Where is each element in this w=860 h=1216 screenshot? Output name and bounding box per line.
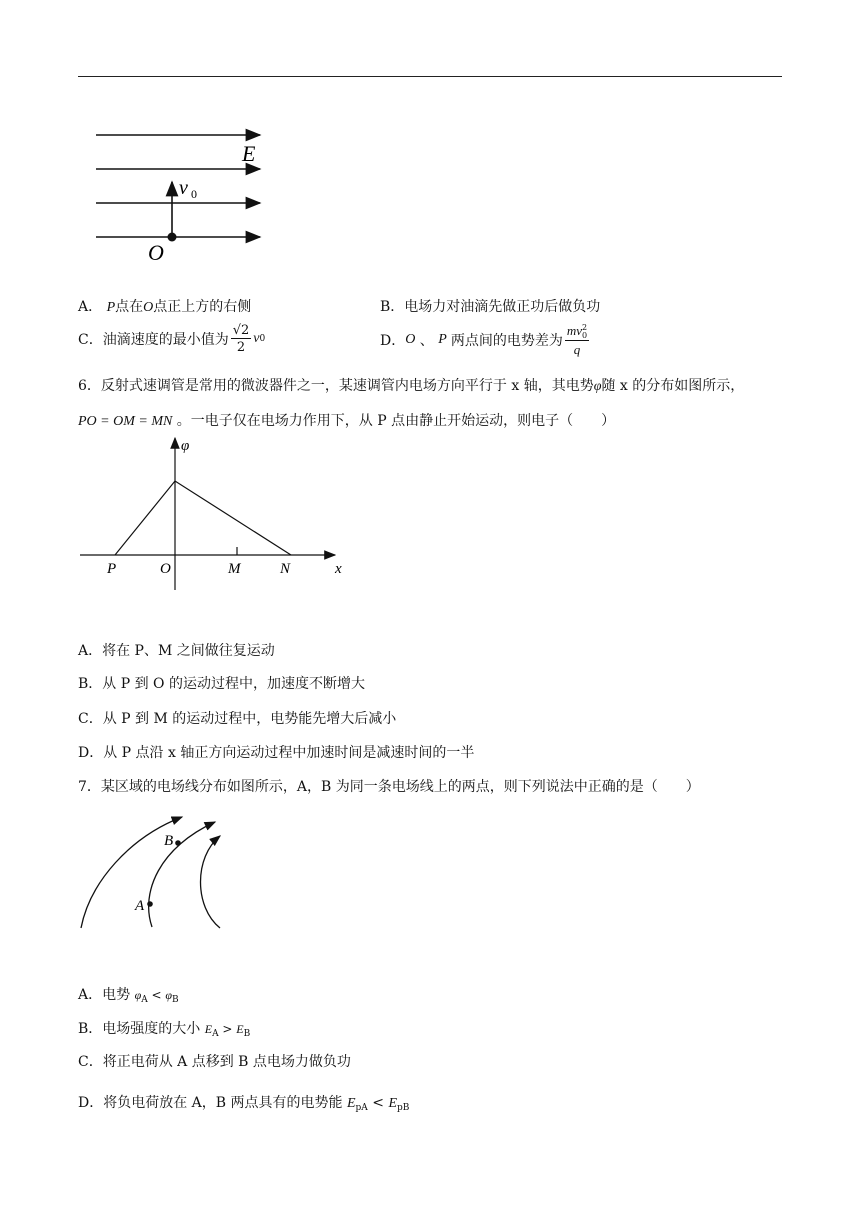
option-text: D．将负电荷放在 A，B 两点具有的电势能	[78, 1095, 347, 1111]
q5-option-b	[380, 296, 600, 316]
option-letter: A．	[78, 299, 103, 315]
option-text: 电场力对油滴先做正功后做负功	[404, 299, 601, 315]
label-o: O	[160, 561, 171, 577]
symbol-phi: φ	[134, 988, 142, 1002]
q6-option-d: D．从 P 点沿 x 轴正方向运动过程中加速时间是减速时间的一半	[78, 745, 475, 761]
operator: <	[147, 988, 166, 1002]
subscript: A	[141, 995, 148, 1005]
numerator-text: mv	[566, 323, 582, 338]
figure-potential-graph	[80, 432, 360, 592]
symbol-phi: φ	[593, 379, 602, 394]
label-b: B	[164, 833, 174, 849]
figure-field-lines	[70, 812, 240, 942]
equation: PO = OM = MN	[78, 414, 173, 429]
symbol-e: E	[388, 1096, 398, 1111]
symbol-v: v	[253, 331, 260, 346]
option-text: 点正上方的右侧	[153, 299, 252, 315]
subscript: B	[172, 995, 179, 1005]
q7-option-a	[78, 984, 179, 1005]
figure-uniform-field	[90, 120, 280, 270]
q5-option-c	[78, 324, 265, 354]
symbol-e: E	[204, 1022, 213, 1036]
option-text: 两点间的电势差为	[450, 332, 563, 349]
label-a: A	[135, 898, 145, 914]
option-letter: D．	[380, 332, 406, 349]
q6-stem-line1	[78, 375, 744, 395]
q6-stem-line2	[78, 410, 615, 430]
subscript: 0	[259, 334, 266, 344]
symbol-e: E	[236, 1022, 244, 1036]
q7-option-c: C．将正电荷从 A 点移到 B 点电场力做负功	[78, 1054, 351, 1070]
q5-option-d	[380, 324, 591, 356]
label-m: M	[228, 561, 241, 577]
denominator: 2	[236, 340, 246, 355]
subscript: A	[212, 1029, 219, 1039]
label-x: x	[335, 561, 342, 577]
label-v0: v	[179, 177, 188, 199]
separator: 、	[415, 332, 439, 349]
label-e: E	[242, 141, 256, 166]
option-text: 点在	[115, 299, 144, 315]
numerator: √2	[232, 323, 250, 338]
potential-curve	[115, 481, 291, 555]
operator: <	[367, 1095, 389, 1111]
label-v0-sub: 0	[191, 187, 197, 201]
point-b-dot	[175, 840, 181, 846]
superscript: 2	[582, 323, 588, 333]
label-phi: φ	[181, 438, 190, 454]
symbol-phi: φ	[165, 988, 173, 1002]
option-text: 油滴速度的最小值为	[102, 332, 229, 348]
option-text: B．电场强度的大小	[78, 1021, 205, 1037]
option-letter: C．	[78, 332, 103, 348]
fraction	[565, 324, 589, 356]
q6-option-a: A．将在 P、M 之间做往复运动	[78, 643, 275, 659]
field-line-middle	[149, 822, 215, 927]
subscript: pB	[397, 1103, 410, 1113]
label-n: N	[280, 561, 291, 577]
stem-text: 6．反射式速调管是常用的微波器件之一，某速调管内电场方向平行于 x 轴，其电势	[78, 378, 594, 394]
operator: >	[218, 1022, 237, 1036]
point-o-dot	[168, 233, 177, 242]
denominator: q	[573, 341, 581, 357]
stem-text: 。一电子仅在电场力作用下，从 P 点由静止开始运动，则电子（ ）	[172, 413, 616, 429]
numerator	[565, 324, 589, 341]
symbol-e: E	[346, 1096, 356, 1111]
symbol-p: P	[106, 300, 116, 315]
label-p: P	[107, 561, 117, 577]
symbol-o: O	[143, 300, 154, 315]
subscript: 0	[582, 330, 588, 340]
option-text: A．电势	[78, 987, 135, 1003]
subscript: B	[243, 1029, 251, 1039]
option-letter: B．	[380, 299, 405, 315]
symbol-p: P	[438, 331, 447, 347]
point-a-dot	[147, 901, 153, 907]
q5-option-a	[78, 296, 251, 316]
header-rule	[78, 76, 782, 77]
label-o: O	[148, 240, 164, 265]
symbol-o: O	[405, 331, 416, 347]
q6-option-b: B．从 P 到 O 的运动过程中，加速度不断增大	[78, 676, 365, 692]
q7-option-b	[78, 1018, 250, 1039]
q6-option-c: C．从 P 到 M 的运动过程中，电势能先增大后减小	[78, 711, 397, 727]
field-line-inner	[201, 836, 221, 928]
fraction	[231, 324, 252, 354]
stem-text: 随 x 的分布如图所示，	[601, 378, 745, 394]
q7-option-d	[78, 1092, 409, 1113]
q7-stem: 7．某区域的电场线分布如图所示，A，B 为同一条电场线上的两点，则下列说法中正确的是（ ）	[78, 779, 700, 795]
subscript: pA	[355, 1103, 368, 1113]
